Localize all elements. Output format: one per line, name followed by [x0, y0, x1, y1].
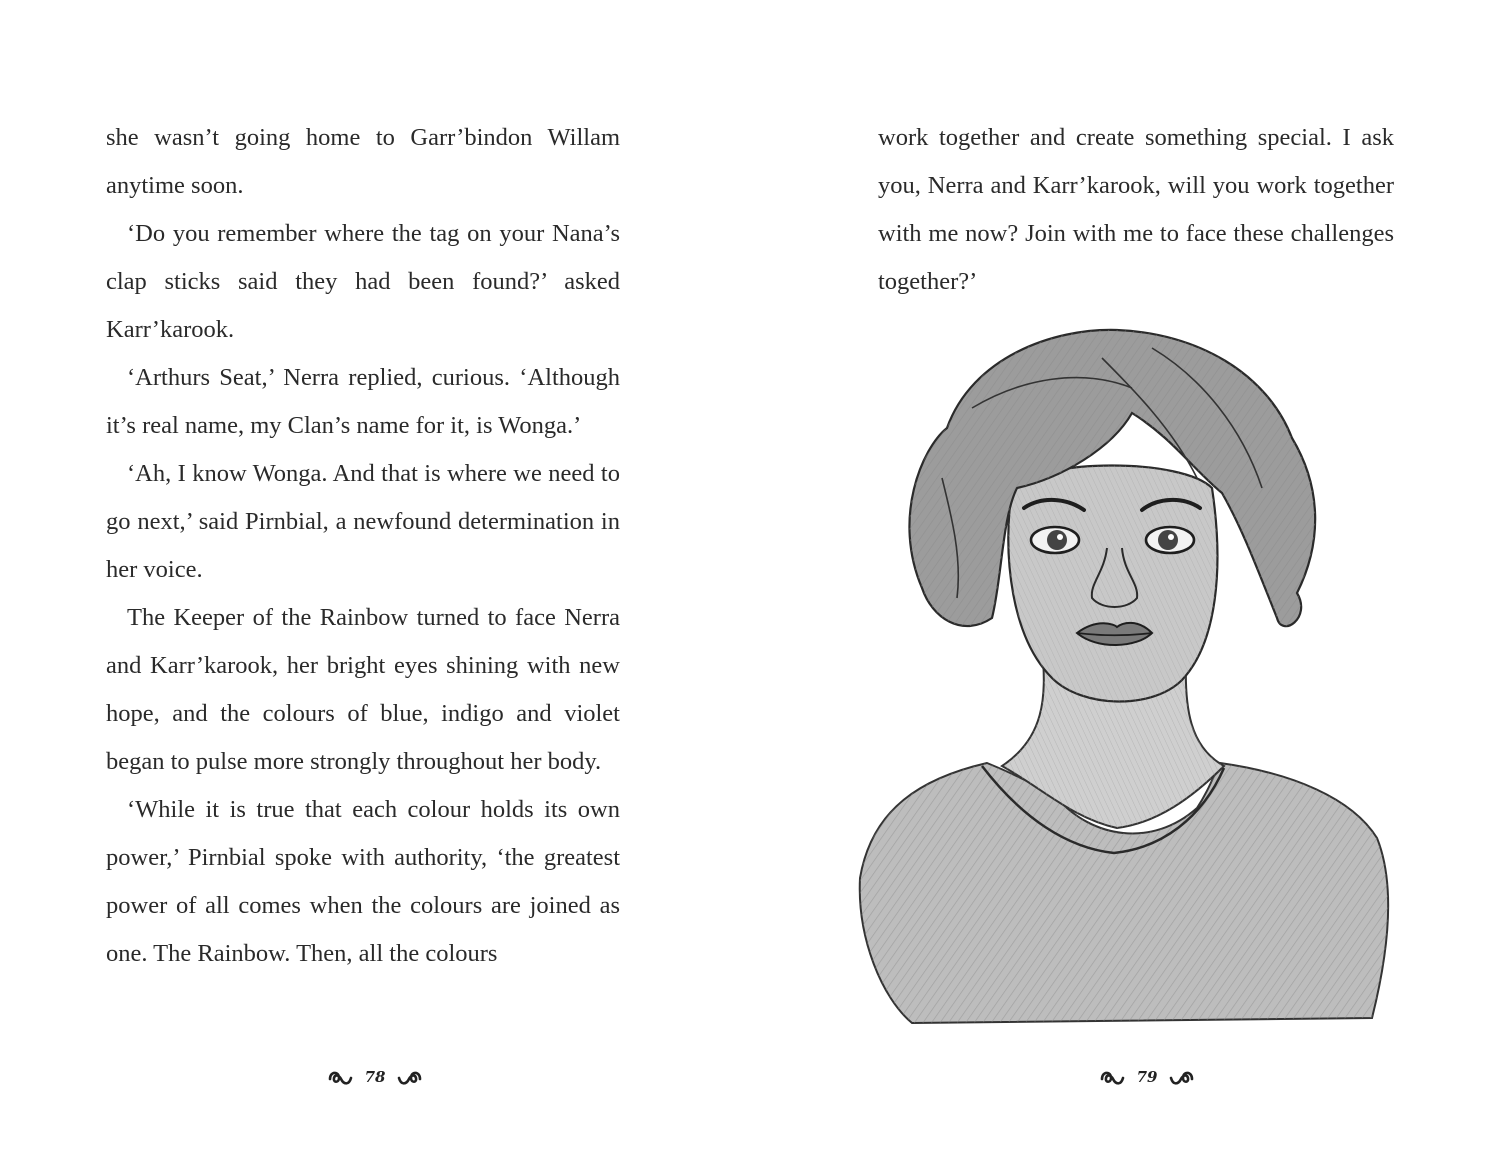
page-number: 79	[1136, 1068, 1158, 1086]
paragraph: she wasn’t going home to Garr’bindon Willam anytime soon.	[106, 124, 620, 199]
swirl-ornament-icon	[1099, 1066, 1125, 1088]
swirl-ornament-icon	[327, 1066, 353, 1088]
paragraph: The Keeper of the Rainbow turned to face Nerra and Karr’karook, her bright eyes shining with new hope, and the colours of blue, indigo and violet began to pulse more strongly throughout her body.	[106, 604, 620, 775]
girl-portrait-illustration	[852, 318, 1397, 1033]
right-page-text	[878, 114, 1394, 306]
paragraph: ‘Do you remember where the tag on your Nana’s clap sticks said they had been found?’ asked Karr’karook.	[106, 220, 620, 343]
paragraph: ‘While it is true that each colour holds its own power,’ Pirnbial spoke with authority, ‘the greatest power of all comes when the colours are joined as one. The Rainbow. Then, all the colours	[106, 796, 620, 967]
swirl-ornament-icon	[1169, 1066, 1195, 1088]
paragraph: ‘Ah, I know Wonga. And that is where we need to go next,’ said Pirnbial, a newfound determination in her voice.	[106, 460, 620, 583]
left-page-text	[106, 114, 620, 978]
paragraph: work together and create something special. I ask you, Nerra and Karr’karook, will you work together with me now? Join with me to face these challenges together?’	[878, 124, 1394, 295]
paragraph: ‘Arthurs Seat,’ Nerra replied, curious. ‘Although it’s real name, my Clan’s name for it, is Wonga.’	[106, 364, 620, 439]
page-number-footer	[1090, 1060, 1204, 1094]
right-page	[750, 0, 1500, 1161]
page-number-footer	[318, 1060, 432, 1094]
page-number: 78	[364, 1068, 386, 1086]
swirl-ornament-icon	[397, 1066, 423, 1088]
